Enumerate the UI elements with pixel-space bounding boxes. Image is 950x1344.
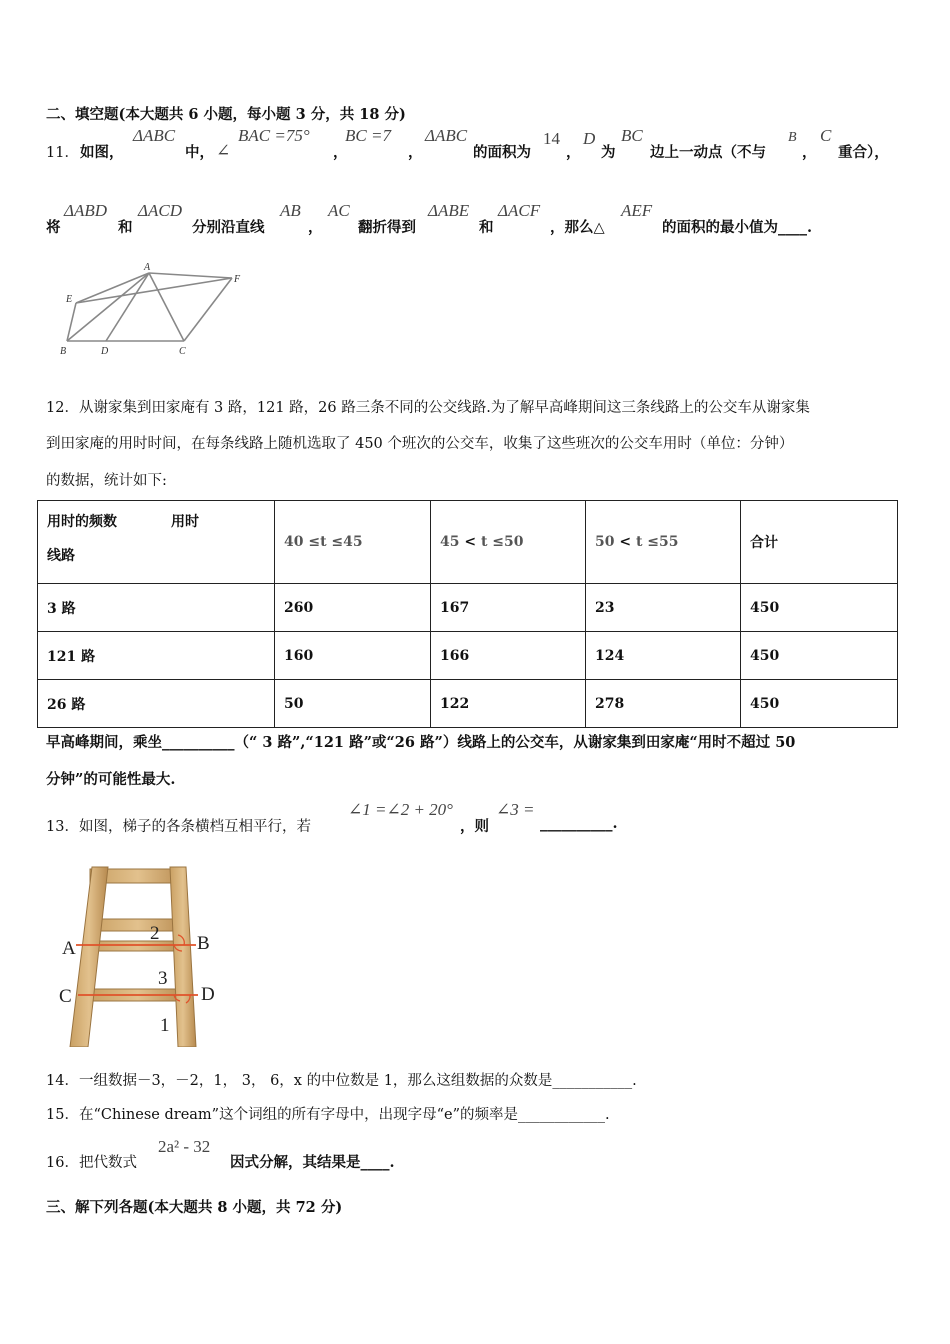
q16-text-1: 16．把代数式	[46, 1155, 137, 1171]
q11-l2-text-1: 将	[46, 219, 61, 236]
q12-frequency-table	[37, 500, 898, 728]
q11-math-bc-2: BC	[621, 126, 643, 145]
hdr-range-50-55: 50 < t ≤55	[586, 501, 741, 584]
q11-l2-math-aef: AEF	[621, 201, 653, 220]
fig11-label-f: F	[234, 274, 241, 285]
q11-text-4: ，	[408, 144, 423, 161]
q12-after-2: 分钟”的可能性最大.	[46, 771, 176, 788]
q11-l2-math-abd: ΔABD	[64, 201, 108, 220]
section-3-heading: 三、解下列各题(本大题共 8 小题，共 72 分)	[46, 1199, 343, 1216]
q12-line-2: 到田家庵的用时时间，在每条线路上随机选取了 450 个班次的公交车，收集了这些班次的公交车用时（单位：分钟）	[46, 436, 794, 452]
q11-text-6: ，	[566, 144, 581, 161]
q11-l2-text-4: ，	[308, 219, 323, 236]
row-route: 26 路	[38, 680, 275, 728]
hdr-time-label: 用时	[171, 514, 199, 530]
q11-text-7: 为	[601, 144, 616, 161]
fig11-label-b: B	[60, 346, 67, 357]
row-value-1: 160	[275, 632, 431, 680]
q11-math-c: C	[820, 126, 832, 145]
fig13-label-2: 2	[150, 923, 160, 944]
fig13-label-b: B	[197, 933, 210, 954]
fig13-label-c: C	[59, 986, 72, 1007]
fig13-label-d: D	[201, 984, 215, 1005]
q11-figure	[54, 258, 254, 362]
q11-math-b: B	[788, 130, 797, 145]
row-route: 3 路	[38, 584, 275, 632]
table-row	[38, 632, 898, 680]
table-row	[38, 680, 898, 728]
row-value-2: 122	[431, 680, 586, 728]
fig11-label-e: E	[66, 294, 73, 305]
q11-l2-text-6: 和	[479, 219, 494, 236]
section-2-heading: 二、填空题(本大题共 6 小题，每小题 3 分，共 18 分)	[46, 106, 406, 123]
q16-math-expr: 2a² - 32	[158, 1137, 211, 1156]
q11-math-d: D	[583, 129, 596, 148]
question-15: 15．在“Chinese dream”这个词组的所有字母中，出现字母“e”的频率是____________.	[46, 1107, 610, 1123]
q11-text-1: 如图，	[80, 144, 124, 161]
row-total: 450	[741, 584, 898, 632]
hdr-freq-label: 用时的频数	[47, 514, 117, 530]
row-total: 450	[741, 632, 898, 680]
q11-text-8: 边上一动点（不与	[650, 144, 766, 161]
row-value-2: 167	[431, 584, 586, 632]
q13-math-angle-eq: ∠1 =∠2 + 20°	[348, 800, 453, 819]
row-value-2: 166	[431, 632, 586, 680]
q12-after-1: 早高峰期间，乘坐__________（“ 3 路”,“121 路”或“26 路”）线路上的公交车，从谢家集到田家庵“用时不超过 50	[46, 734, 796, 751]
q13-text-3: __________.	[540, 815, 618, 832]
q11-l2-math-acf: ΔACF	[498, 201, 541, 220]
q13-text-1: 13．如图，梯子的各条横档互相平行，若	[46, 819, 311, 835]
q11-text-10: 重合），	[838, 144, 889, 161]
hdr-total: 合计	[741, 501, 898, 584]
q11-text-9: ，	[802, 144, 817, 161]
q11-math-bac: BAC =75°	[238, 126, 310, 145]
hdr-range-40-45: 40 ≤t ≤45	[275, 501, 431, 584]
row-total: 450	[741, 680, 898, 728]
fig11-label-d: D	[101, 346, 109, 357]
row-value-1: 50	[275, 680, 431, 728]
q11-l2-text-8: 的面积的最小值为____.	[662, 219, 813, 236]
q13-ladder-figure	[56, 865, 226, 1047]
row-value-3: 23	[586, 584, 741, 632]
q11-text-2: 中，	[185, 144, 214, 161]
q11-math-abc: ΔABC	[133, 126, 176, 145]
row-value-3: 124	[586, 632, 741, 680]
fig13-label-1: 1	[160, 1015, 170, 1036]
table-row	[38, 584, 898, 632]
q11-math-abc-2: ΔABC	[425, 126, 468, 145]
q11-math-bc: BC =7	[345, 126, 391, 145]
q11-l2-text-5: 翻折得到	[358, 219, 416, 236]
q13-text-2: ，则	[460, 818, 489, 835]
q11-angle-symbol: ∠	[216, 141, 231, 160]
q11-l2-math-ab: AB	[280, 201, 301, 220]
fig13-label-a: A	[62, 938, 76, 959]
q11-l2-math-ac: AC	[328, 201, 350, 220]
q11-text-5: 的面积为	[473, 144, 531, 161]
row-route: 121 路	[38, 632, 275, 680]
q13-math-angle-3: ∠3 =	[496, 800, 535, 819]
table-header-row	[38, 501, 898, 584]
q11-number: 11．	[46, 145, 79, 161]
fig11-label-c: C	[179, 346, 186, 357]
hdr-range-45-50: 45 < t ≤50	[431, 501, 586, 584]
q11-l2-text-7: ，那么△	[550, 219, 605, 236]
hdr-route-label: 线路	[47, 548, 75, 564]
table-header-diagonal-cell	[38, 501, 275, 584]
q11-text-3: ，	[333, 144, 348, 161]
q11-l2-text-2: 和	[118, 219, 133, 236]
question-14: 14．一组数据－3，－2，1， 3， 6，x 的中位数是 1，那么这组数据的众数是___________.	[46, 1073, 637, 1089]
q11-l2-text-3: 分别沿直线	[192, 219, 265, 236]
q12-line-1: 12．从谢家集到田家庵有 3 路，121 路，26 路三条不同的公交线路.为了解早高峰期间这三条线路上的公交车从谢家集	[46, 400, 810, 416]
q11-math-14: 14	[543, 129, 560, 148]
fig13-label-3: 3	[158, 968, 168, 989]
row-value-1: 260	[275, 584, 431, 632]
q12-line-3: 的数据，统计如下:	[46, 473, 167, 489]
fig11-label-a: A	[144, 262, 151, 273]
row-value-3: 278	[586, 680, 741, 728]
q16-text-2: 因式分解，其结果是____.	[230, 1154, 395, 1171]
q11-l2-math-acd: ΔACD	[138, 201, 182, 220]
q11-l2-math-abe: ΔABE	[428, 201, 470, 220]
